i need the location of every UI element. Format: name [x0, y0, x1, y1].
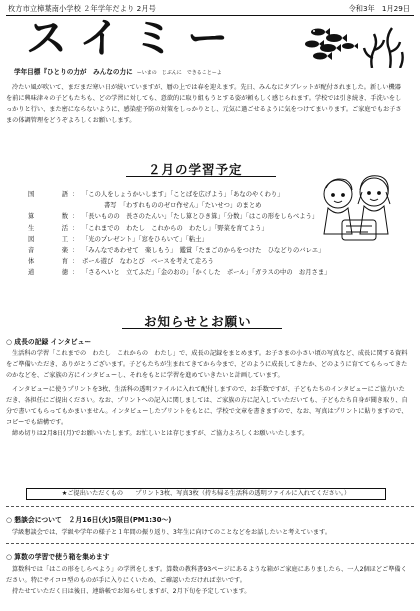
plan-colon: ： [72, 246, 79, 254]
plan-row [28, 245, 358, 256]
newsletter-header: 枚方市立樟葉南小学校 ２年学年だより 2月号 [8, 4, 156, 13]
plan-content: 書写 「わすれもののゼロ作せん」「たいせつ」のまとめ [104, 202, 262, 210]
section-divider [6, 543, 414, 544]
plan-subject: 算 数 [28, 213, 68, 221]
plan-colon: ： [72, 269, 79, 277]
plan-content: 「みんなであわせて 楽しもう」 鑑賞「たまごのからをつけた ひなどりのバレエ」 [82, 246, 325, 254]
swimmy-illustration [300, 22, 412, 68]
plan-row [28, 267, 358, 278]
plan-colon: ： [72, 213, 79, 221]
newsletter-title: スイミー [26, 14, 242, 62]
plan-content: 「さるへいと 立てふだ」「金のおの」「かくした ボール」「ガラスの中の お月さま」 [82, 269, 331, 277]
plan-row [28, 234, 358, 245]
submission-box: ★ご提出いただくもの プリント3枚、写真3枚（持ち帰る生活科の透明ファイルに入れてください。） [26, 488, 386, 500]
motto-furigana: ーいまの じぶんに できることーよ [136, 70, 222, 76]
plan-row [28, 189, 358, 200]
grade-motto [14, 66, 222, 76]
plan-colon: ： [72, 191, 79, 198]
boxes-text [6, 564, 410, 597]
study-plan-table [28, 189, 358, 279]
interview-paragraph: 生活科の学習「これまでの わたし これからの わたし」で、成長の記録をまとめます。お子さまの小さい頃の写真など、成長に関する資料をご準備いただき、ありがとうございます。子どもたちが生まれてきてから今まで、どのように成長してきたか、どのように育ててもらってきたのかなどを、ご家族の方にインタビューし、それをもとに学習を進めていきたいと計画しています。 [6, 350, 408, 379]
intro-text [6, 82, 406, 126]
plan-subject: 音 楽 [28, 246, 68, 254]
notice-title: お知らせとお願い [144, 314, 252, 329]
intro-paragraph: 冷たい風が吹いて、まだまだ寒い日が続いていますが、暦の上では春を迎えます。先日、みんなにタブレットが配付されました。新しい機器を前に興味津々の子どもたちも、どの学習に対しても、意欲的に取り組もうとする姿が頼もしく感じられます。学校では引き続き、手洗いをしっかりと行い、また密にならないように、感染症予防の対策をしっかりとし、元気に過ごせるように気をつけてまいります。ご家庭でもお子さまの体調管理をどうぞよろしくお願いします。 [6, 84, 402, 124]
plan-content: 「光のプレゼント」「窓をひらいて」「粘土」 [82, 235, 208, 243]
meeting-text [6, 527, 410, 538]
plan-subject [28, 200, 72, 211]
study-plan-underline [126, 176, 276, 177]
plan-content: 「長いものの 長さのたんい」「たし算とひき算」「分数」「はこの形をしらべよう」 [82, 213, 319, 221]
plan-subject: 国 語 [28, 191, 68, 198]
interview-text [6, 348, 410, 439]
plan-subject: 道 徳 [28, 269, 68, 277]
boxes-paragraph: 算数科では「はこの形をしらべよう」の学習をします。算数の教科書93ページにあるような箱がご家庭にありましたら、一人2個ほどご準備ください。特にサイコロ型のものが手に入りにくいため、ご確認いただければ幸いです。 [6, 566, 407, 584]
plan-subject: 生 活 [28, 224, 68, 232]
meeting-paragraph: 学級懇談会では、学級や学年の様子と１年間の振り返り、3年生に向けてのことなどをお話したいと考えています。 [12, 529, 332, 536]
plan-subject: 図 工 [28, 235, 68, 243]
notice-underline [122, 328, 282, 329]
plan-colon: ： [72, 235, 79, 243]
plan-content: 「これまでの わたし これからの わたし」「野菜を育てよう」 [82, 224, 268, 232]
plan-content: 「この人をしょうかいします」「ことばを広げよう」「あなのやくわり」 [82, 191, 284, 198]
plan-row [28, 211, 358, 222]
section-heading-boxes: ○ 算数の学習で使う箱を集めます [6, 553, 110, 561]
plan-row [28, 223, 358, 234]
section-heading-meeting: ○ 懇談会について ２月16日(火)5限目(PM1:30～) [6, 516, 172, 524]
plan-colon: ： [72, 258, 79, 266]
newsletter-date: 令和3年 1月29日 [348, 4, 410, 13]
plan-subject: 体 育 [28, 258, 68, 266]
section-divider [6, 506, 414, 507]
plan-colon: ： [72, 224, 79, 232]
section-heading-interview: ○ 成長の記録 インタビュー [6, 338, 92, 346]
plan-row [28, 200, 358, 211]
motto-label: 学年目標『ひとりの力が みんなの力に [14, 68, 133, 76]
boxes-paragraph: 持たせていただく日は後日、連絡帳でお知らせしますが、2月下旬を予定しています。 [12, 588, 251, 595]
plan-content: ボール遊び なわとび ベースを考えて走ろう [82, 258, 214, 266]
interview-paragraph: 締め切りは2月8日(月)でお願いいたします。お忙しいとは存じますが、ご協力よろしくお願いいたします。 [12, 430, 309, 437]
interview-paragraph: インタビューに使うプリントを3枚、生活科の透明ファイルに入れて配付しますので、お手数ですが、子どもたちのインタビューにご協力いただき、各担任にご提出ください。なお、プリントへの記入に関しましては、ご家族の方に記入していただいても、子どもたち自身が聞き取り、自分で書いてもらってもかまいません。インタビューしたプリントをもとに、学校で文章を書きますので、なお、写真はプリントに貼りますので、コピーでも結構です。 [6, 386, 408, 426]
study-plan-title: ２月の学習予定 [148, 162, 243, 177]
plan-row [28, 256, 358, 267]
